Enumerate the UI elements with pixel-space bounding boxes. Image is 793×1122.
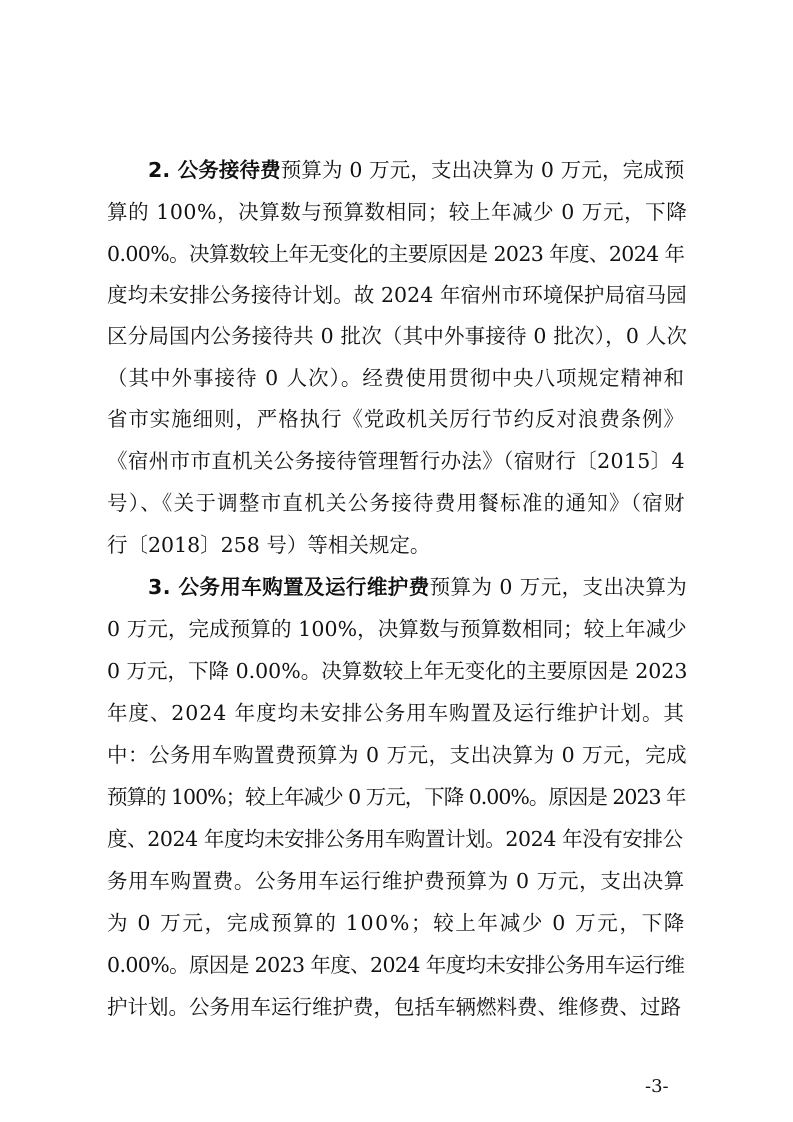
paragraph-line: 号）、《关于调整市直机关公务接待费用餐标准的通知》（宿财 [107, 491, 686, 515]
paragraph-line: （其中外事接待 0 人次）。经费使用贯彻中央八项规定精神和 [107, 366, 686, 390]
paragraph-line: 中：公务用车购置费预算为 0 万元，支出决算为 0 万元，完成 [107, 743, 688, 767]
paragraph-line: 《宿州市市直机关公务接待管理暂行办法》（宿财行〔2015〕4 [107, 449, 685, 473]
paragraph-line: 预算的 100%；较上年减少 0 万元，下降 0.00%。原因是 2023 年 [107, 785, 686, 809]
paragraph-line: 为 0 万元，完成预算的 100%；较上年减少 0 万元，下降 [107, 911, 686, 935]
paragraph-line [148, 154, 684, 186]
paragraph-line: 0 万元，下降 0.00%。决算数较上年无变化的主要原因是 2023 [107, 659, 688, 683]
paragraph-line: 度、2024 年度均未安排公务用车购置计划。2024 年没有安排公 [107, 827, 683, 851]
paragraph-line: 省市实施细则，严格执行《党政机关厉行节约反对浪费条例》 [107, 407, 685, 431]
paragraph-line: 护计划。公务用车运行维护费，包括车辆燃料费、维修费、过路 [107, 995, 681, 1019]
paragraph-line: 0.00%。决算数较上年无变化的主要原因是 2023 年度、2024 年 [107, 242, 685, 266]
section-heading: 3. 公务用车购置及运行维护费 [148, 575, 430, 599]
paragraph-line: 年度、2024 年度均未安排公务用车购置及运行维护计划。其 [107, 701, 685, 725]
paragraph-line: 0.00%。原因是 2023 年度、2024 年度均未安排公务用车运行维 [107, 953, 685, 977]
paragraph-line: 务用车购置费。公务用车运行维护费预算为 0 万元，支出决算 [107, 869, 685, 893]
paragraph-line: 度均未安排公务接待计划。故 2024 年宿州市环境保护局宿马园 [107, 283, 687, 307]
paragraph-line: 行〔2018〕258 号）等相关规定。 [107, 533, 431, 557]
section-heading: 2. 公务接待费 [148, 158, 281, 182]
paragraph-text: 预算为 0 万元，支出决算为 [429, 575, 688, 599]
paragraph-line: 区分局国内公务接待共 0 批次（其中外事接待 0 批次），0 人次 [107, 324, 688, 348]
paragraph-line [148, 571, 687, 603]
paragraph-text: 预算为 0 万元，支出决算为 0 万元，完成预 [280, 158, 685, 182]
paragraph-line: 算的 100%，决算数与预算数相同；较上年减少 0 万元，下降 [107, 200, 688, 224]
page-number: -3- [645, 1076, 669, 1097]
paragraph-line: 0 万元，完成预算的 100%，决算数与预算数相同；较上年减少 [107, 617, 687, 641]
